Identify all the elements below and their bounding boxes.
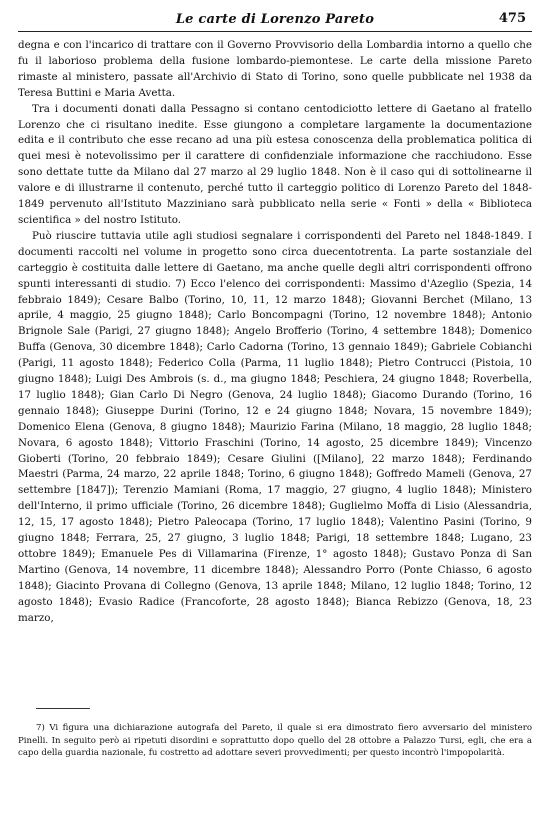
header-rule: [18, 31, 532, 32]
running-title: Le carte di Lorenzo Pareto: [175, 12, 375, 27]
footnote: [18, 722, 532, 760]
footnote-text: 7) Vi figura una dichiarazione autografa del Pareto, il quale si era dimostrato fiero avversario del ministero Pinelli. In seguito però ai ripetuti disordini e soprattutto dopo quello del 28 ottobre a Palazzo Tursi, egli, che era a capo della guardia nazionale, fu costretto ad adottare severi provvedimenti; per questo incontrò l'impopolarità.: [18, 723, 532, 759]
footnote-rule: [36, 708, 90, 709]
page-header: [18, 8, 532, 30]
paragraph-2: Tra i documenti donati dalla Pessagno si contano centodiciotto lettere di Gaetano al fratello Lorenzo che ci risultano inedite. Esse giungono a completare largamente la documentazione edita e il contributo che esse recano ad una più estesa conoscenza della problematica politica di quei mesi è notevolissimo per il carattere di confidenziale informazione che racchiudono. Esse sono dettate tutte da Milano dal 27 marzo al 29 luglio 1848. Non è il caso qui di sottolinearne il valore e di illustrarne il contenuto, perché tutto il carteggio politico di Lorenzo Pareto del 1848-1849 pervenuto all'Istituto Mazziniano sarà pubblicato nella serie « Fonti » della « Biblioteca scientifica » del nostro Istituto.: [18, 102, 532, 226]
body-text: [18, 38, 532, 627]
paragraph-3: Può riuscire tuttavia utile agli studiosi segnalare i corrispondenti del Pareto nel 1848-1849. I documenti raccolti nel volume in progetto sono circa duecentotrenta. La parte sostanziale del carteggio è costituita dalle lettere di Gaetano, ma anche quelle degli altri corrispondenti offrono spunti interessanti di studio. 7) Ecco l'elenco dei corrispondenti: Massimo d'Azeglio (Spezia, 14 febbraio 1849); Cesare Balbo (Torino, 10, 11, 12 marzo 1848); Giovanni Berchet (Milano, 13 aprile, 4 maggio, 25 giugno 1848); Carlo Boncompagni (Torino, 12 novembre 1848); Antonio Brignole Sale (Parigi, 27 giugno 1848); Angelo Brofferio (Torino, 4 settembre 1848); Domenico Buffa (Genova, 30 dicembre 1848); Carlo Cadorna (Torino, 13 gennaio 1849); Gabriele Cobianchi (Parigi, 11 agosto 1848); Federico Colla (Parma, 11 luglio 1848); Pietro Contrucci (Pistoia, 10 giugno 1848); Luigi Des Ambrois (s. d., ma giugno 1848; Peschiera, 24 giugno 1848; Roverbella, 17 luglio 1848); Gian Carlo Di Negro (Genova, 24 luglio 1848); Giacomo Durando (Torino, 16 gennaio 1848); Giuseppe Durini (Torino, 12 e 24 giugno 1848; Novara, 15 novembre 1849); Domenico Elena (Genova, 8 giugno 1848); Maurizio Farina (Milano, 18 maggio, 28 luglio 1848; Novara, 6 agosto 1848); Vittorio Fraschini (Torino, 14 agosto, 25 dicembre 1849); Vincenzo Gioberti (Torino, 20 febbraio 1849); Cesare Giulini ([Milano], 22 marzo 1848); Ferdinando Maestri (Parma, 24 marzo, 22 aprile 1848; Torino, 6 giugno 1848); Goffredo Mameli (Genova, 27 settembre [1847]); Terenzio Mamiani (Roma, 17 maggio, 27 giugno, 4 luglio 1848); Ministero dell'Interno, il primo ufficiale (Torino, 26 dicembre 1848); Guglielmo Moffa di Lisio (Alessandria, 12, 15, 17 agosto 1848); Pietro Paleocapa (Torino, 17 luglio 1848); Valentino Pasini (Torino, 9 giugno 1848; Ferrara, 25, 27 giugno, 3 luglio 1848; Parigi, 18 settembre 1848; Lugano, 23 ottobre 1849); Emanuele Pes di Villamarina (Firenze, 1° agosto 1848); Gustavo Ponza di San Martino (Genova, 14 novembre, 11 dicembre 1848); Alessandro Porro (Ponte Chiasso, 6 agosto 1848); Giacinto Provana di Collegno (Genova, 13 aprile 1848; Milano, 12 luglio 1848; Torino, 12 agosto 1848); Evasio Radice (Francoforte, 28 agosto 1848); Bianca Rebizzo (Genova, 18, 23 marzo,: [18, 229, 532, 624]
page-number: 475: [498, 11, 526, 26]
paragraph-1: degna e con l'incarico di trattare con il Governo Provvisorio della Lombardia intorno a quello che fu il laborioso problema della fusione lombardo-piemontese. Le carte della missione Pareto rimaste al ministero, passate all'Archivio di Stato di Torino, sono quelle pubblicate nel 1938 da Teresa Buttini e Maria Avetta.: [18, 39, 532, 99]
